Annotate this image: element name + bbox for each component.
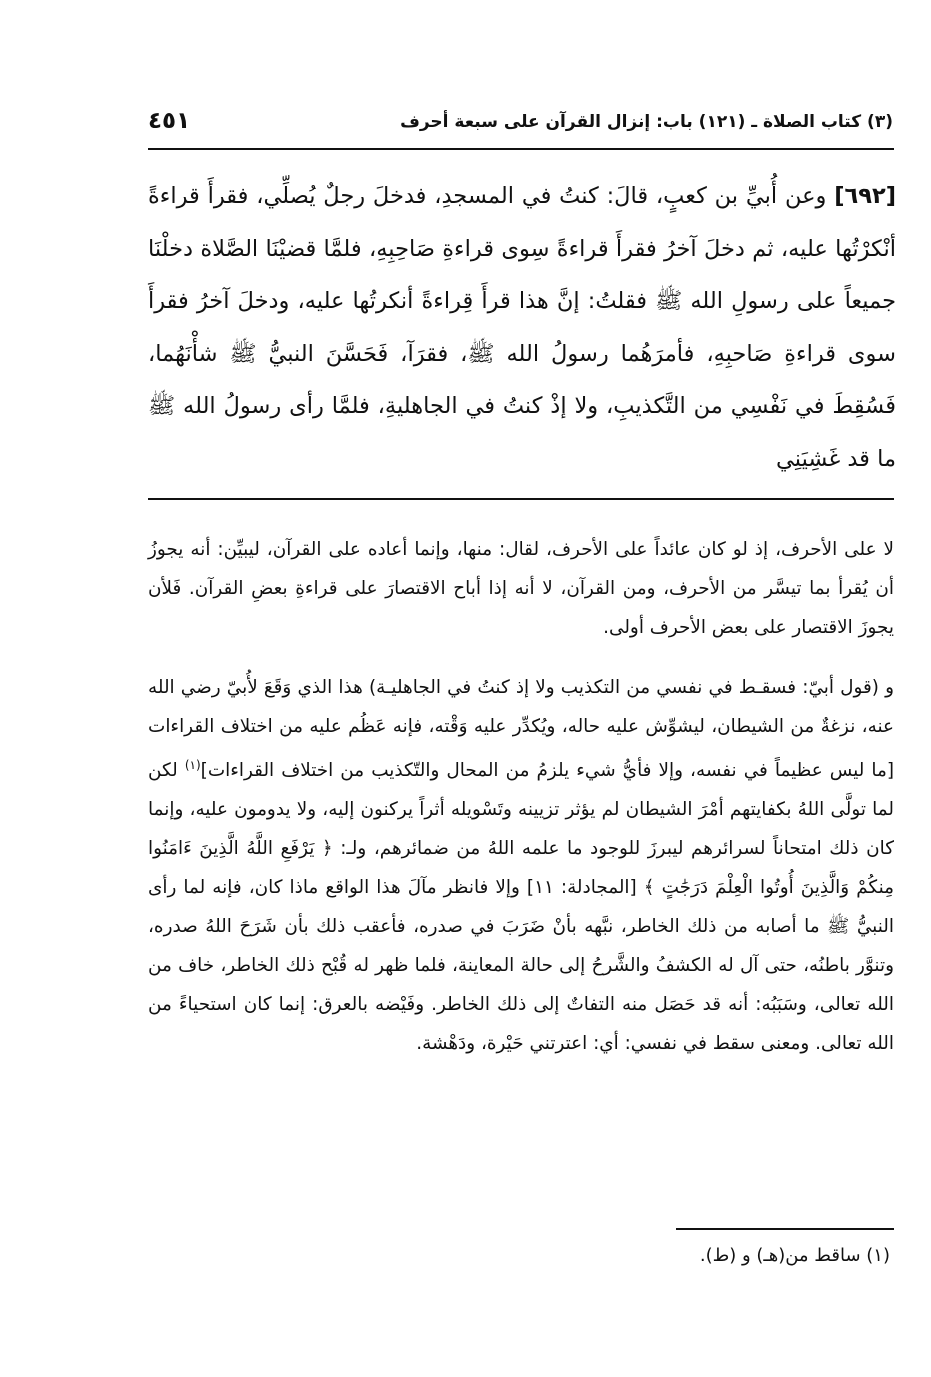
commentary-paragraph-1: لا على الأحرف، إذ لو كان عائداً على الأحرف، لقال: منها، وإنما أعاده على القرآن، ليبيِّن: أنه يجوزُ أن يُقرأ بما تيسَّر من الأحرف، ومن القرآن، لا أنه إذا أباح الاقتصارَ على قراءةِ بعضِ القرآن. فَلأن يجوزَ الاقتصار على بعض الأحرف أولى. (148, 539, 894, 638)
header-divider (148, 148, 894, 150)
footnote: (١) ساقط من(هـ) و (ط). (699, 1245, 890, 1266)
page-header (148, 108, 893, 148)
commentary-paragraph-2-part-1: و (قول أبيّ: فسقـط في نفسي من التكذيب ولا إذ كنتُ في الجاهليـة) هذا الذي وَقَعَ لأُبيّ رضي الله عنه، نزغةٌ من الشيطان، ليشوِّش عليه حاله، ويُكدِّر عليه وَقْته، فإنه عَظُم عليه من اختلاف القراءات [ما ليس عظيماً في نفسه، وإلا فأيُّ شيء يلزمُ من المحال والتّكذيب من اختلاف القراءات] (148, 677, 894, 782)
footnote-reference: (١) (184, 758, 201, 772)
hadith-number: [٦٩٢] (834, 183, 896, 209)
commentary-block (148, 530, 894, 1063)
page-number: ٤٥١ (148, 108, 191, 134)
commentary-paragraph-2 (148, 668, 894, 1063)
hadith-text-block (148, 170, 896, 485)
commentary-paragraph-2-part-2: لكن لما تولَّى اللهُ بكفايتهم أمْرَ الشيطان لم يؤثر تزيينه وتَسْويله أثراً يركنون إليه، ولا يدومون عليه، وإنما كان ذلك امتحاناً لسرائرهم ليبرزَ للوجود ما علمه اللهُ من ضمائرهم، ولـ: ﴿ يَرْفَعِ اللَّهُ الَّذِينَ ءَامَنُوا مِنكُمْ وَالَّذِينَ أُوتُوا الْعِلْمَ دَرَجَٰتٍ ﴾ [المجادلة: ١١] وإلا فانظر مآلَ هذا الواقع ماذا كان، فإنه لما رأى النبيُّ ﷺ ما أصابه من ذلك الخاطر، نبَّهه بأنْ ضَرَبَ في صدره، فأعقب ذلك بأن شَرَحَ اللهُ صدره، وتنوَّر باطنُه، حتى آل له الكشفُ والشَّرحُ إلى حالة المعاينة، فلما ظهر له قُبْح ذلك الخاطر، خاف من الله تعالى، وسَبَبُه: أنه قد حَصَل منه التفاتٌ إلى ذلك الخاطر. وفَيْضه بالعرق: إنما كان استحياءً من الله تعالى. ومعنى سقط في نفسي: أي: اعترتني حَيْرة، ودَهْشة. (148, 760, 894, 1055)
footnote-divider (676, 1228, 894, 1230)
running-title: (٣) كتاب الصلاة ـ (١٢١) باب: إنزال القرآن على سبعة أحرف (400, 112, 893, 132)
text-commentary-divider (148, 498, 894, 500)
hadith-body: وعن أُبيِّ بن كعبٍ، قالَ: كنتُ في المسجدِ، فدخلَ رجلٌ يُصلِّي، فقرأَ قراءةً أنْكرْتُها عليه، ثم دخلَ آخرُ فقرأَ قراءةً سِوى قراءةِ صَاحِبِهِ، فلمَّا قضيْنَا الصَّلاة دخلْنَا جميعاً على رسولِ الله ﷺ فقلتُ: إنَّ هذا قرأَ قِراءةً أنكرتُها عليه، ودخلَ آخرُ فقرأَ سوى قراءةِ صَاحبِهِ، فأمرَهُما رسولُ الله ﷺ، فقرَآ، فَحَسَّنَ النبيُّ ﷺ شأْنَهُما، فَسُقِطَ في نَفْسِي من التَّكذيبِ، ولا إذْ كنتُ في الجاهليةِ، فلمَّا رأى رسولُ الله ﷺ ما قد غَشِيَنِي (148, 183, 896, 472)
hadith-paragraph (148, 170, 896, 485)
